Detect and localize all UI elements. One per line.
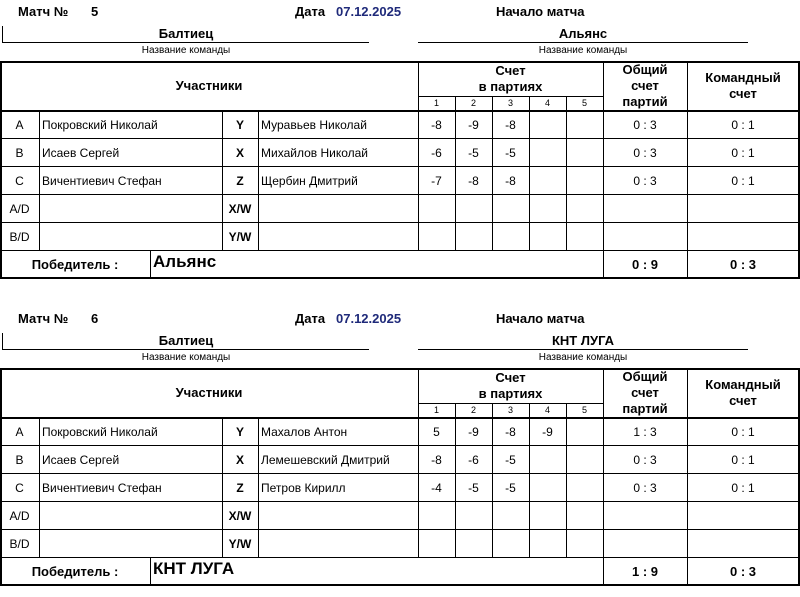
away-player-name xyxy=(258,502,418,529)
home-player-name xyxy=(39,530,222,557)
match-date: 07.12.2025 xyxy=(336,4,402,19)
total-games-score xyxy=(603,502,687,529)
away-player-letter: Y/W xyxy=(228,229,252,244)
game-score xyxy=(529,111,566,138)
game-score xyxy=(492,530,529,557)
winner-label: Победитель : xyxy=(31,256,119,272)
game-score: 5 xyxy=(433,424,440,439)
game-score xyxy=(566,195,603,222)
total-games-score: 0 : 3 xyxy=(633,173,657,188)
total-games-score: 0 : 3 xyxy=(633,452,657,467)
game-score xyxy=(492,195,529,222)
game-score: -5 xyxy=(505,145,516,160)
away-team-caption: Название команды xyxy=(538,45,628,56)
date-label: Дата xyxy=(295,311,326,326)
game-score: -8 xyxy=(431,452,442,467)
home-player-letter: B xyxy=(15,145,24,160)
game-score xyxy=(492,502,529,529)
game-number: 2 xyxy=(470,405,476,415)
game-score xyxy=(529,446,566,473)
winner-name: КНТ ЛУГА xyxy=(153,559,235,578)
home-team-underline xyxy=(3,349,369,350)
game-score xyxy=(418,502,455,529)
game-score xyxy=(566,446,603,473)
game-score xyxy=(455,195,492,222)
game-score xyxy=(455,530,492,557)
game-score xyxy=(529,530,566,557)
game-score: -8 xyxy=(505,424,516,439)
game-score xyxy=(566,474,603,501)
game-score xyxy=(566,530,603,557)
game-score: -6 xyxy=(431,145,442,160)
team-score: 0 : 1 xyxy=(731,452,755,467)
game-number: 2 xyxy=(470,98,476,108)
total-games-score xyxy=(603,223,687,250)
game-score xyxy=(455,502,492,529)
home-team-underline xyxy=(3,42,369,43)
game-score xyxy=(529,139,566,166)
away-team-name: КНТ ЛУГА xyxy=(551,333,615,348)
away-player-letter: X/W xyxy=(228,201,252,216)
total-games-score: 1 : 3 xyxy=(633,424,657,439)
home-player-letter: A/D xyxy=(9,508,30,523)
total-games-score xyxy=(603,195,687,222)
game-score: -9 xyxy=(468,117,479,132)
game-score: -5 xyxy=(505,480,516,495)
away-player-letter: X/W xyxy=(228,508,252,523)
away-team-name: Альянс xyxy=(558,26,608,41)
home-player-letter: C xyxy=(15,173,24,188)
participants-header: Участники xyxy=(175,77,243,93)
away-player-name xyxy=(258,530,418,557)
away-player-letter: Y xyxy=(235,424,244,439)
game-score xyxy=(418,195,455,222)
team-score: 0 : 1 xyxy=(731,480,755,495)
game-score xyxy=(529,502,566,529)
team-score xyxy=(687,223,799,250)
home-team-caption: Название команды xyxy=(141,45,231,56)
away-player-name: Петров Кирилл xyxy=(261,480,346,495)
game-number: 4 xyxy=(544,98,550,108)
team-score: 0 : 1 xyxy=(731,424,755,439)
team-score-result: 0 : 3 xyxy=(729,563,756,579)
home-player-name: Исаев Сергей xyxy=(42,145,120,160)
team-score xyxy=(687,530,799,557)
away-player-name: Муравьев Николай xyxy=(261,117,367,132)
game-score xyxy=(566,111,603,138)
home-player-name: Вичентиевич Стефан xyxy=(42,173,162,188)
game-score xyxy=(566,502,603,529)
team-score-result: 0 : 3 xyxy=(729,256,756,272)
match-label: Матч № xyxy=(18,4,69,19)
home-player-name xyxy=(39,223,222,250)
game-score: -9 xyxy=(542,424,553,439)
away-team-caption: Название команды xyxy=(538,352,628,363)
team-score: 0 : 1 xyxy=(731,117,755,132)
match-number: 6 xyxy=(91,311,99,326)
match-label: Матч № xyxy=(18,311,69,326)
start-label: Начало матча xyxy=(496,311,585,326)
away-team-underline xyxy=(418,42,748,43)
total-games-score: 0 : 3 xyxy=(633,145,657,160)
home-player-name: Покровский Николай xyxy=(42,424,158,439)
home-player-letter: A xyxy=(15,117,24,132)
game-number: 4 xyxy=(544,405,550,415)
total-games-score: 0 : 3 xyxy=(633,117,657,132)
game-score: -8 xyxy=(431,117,442,132)
total-games-header: Общий счет партий xyxy=(622,369,668,416)
total-games-header: Общий счет партий xyxy=(622,62,668,109)
game-score: -4 xyxy=(431,480,442,495)
home-team-caption: Название команды xyxy=(141,352,231,363)
score-in-games-header: Счет в партиях xyxy=(478,370,543,401)
away-player-name: Михайлов Николай xyxy=(261,145,369,160)
total-games-score xyxy=(603,530,687,557)
winner-name: Альянс xyxy=(153,252,217,271)
match-date: 07.12.2025 xyxy=(336,311,402,326)
home-team-name: Балтиец xyxy=(158,26,214,41)
results-table xyxy=(0,368,800,585)
game-score xyxy=(455,223,492,250)
total-games-result: 1 : 9 xyxy=(631,563,658,579)
date-label: Дата xyxy=(295,4,326,19)
home-player-letter: B xyxy=(15,452,24,467)
home-player-letter: B/D xyxy=(9,536,30,551)
match-protocol xyxy=(0,307,800,592)
team-score-header: Командный счет xyxy=(705,70,781,101)
away-player-letter: Y xyxy=(235,117,244,132)
score-in-games-header: Счет в партиях xyxy=(478,63,543,94)
game-score xyxy=(529,195,566,222)
game-score xyxy=(529,223,566,250)
match-protocol xyxy=(0,0,800,285)
game-number: 3 xyxy=(507,405,513,415)
game-score xyxy=(566,139,603,166)
game-score xyxy=(566,223,603,250)
game-score xyxy=(566,418,603,445)
game-number: 1 xyxy=(433,405,439,415)
home-player-letter: B/D xyxy=(9,229,30,244)
away-player-name: Щербин Дмитрий xyxy=(261,173,358,188)
home-player-letter: C xyxy=(15,480,24,495)
home-player-letter: A/D xyxy=(9,201,30,216)
team-score xyxy=(687,195,799,222)
home-player-name xyxy=(39,195,222,222)
game-score: -6 xyxy=(468,452,479,467)
away-player-letter: Z xyxy=(236,173,244,188)
away-team-underline xyxy=(418,349,748,350)
away-player-name: Лемешевский Дмитрий xyxy=(261,452,390,467)
game-score xyxy=(529,474,566,501)
game-score: -8 xyxy=(505,117,516,132)
home-player-name: Исаев Сергей xyxy=(42,452,120,467)
game-score: -7 xyxy=(431,173,442,188)
away-player-name: Махалов Антон xyxy=(261,424,348,439)
team-score-header: Командный счет xyxy=(705,377,781,408)
game-score xyxy=(529,167,566,194)
match-number: 5 xyxy=(91,4,99,19)
away-player-name xyxy=(258,195,418,222)
results-table xyxy=(0,61,800,278)
home-player-name: Покровский Николай xyxy=(42,117,158,132)
participants-header: Участники xyxy=(175,384,243,400)
away-player-letter: Y/W xyxy=(228,536,252,551)
home-team-name: Балтиец xyxy=(158,333,214,348)
total-games-result: 0 : 9 xyxy=(631,256,658,272)
game-number: 1 xyxy=(433,98,439,108)
game-score xyxy=(418,530,455,557)
home-player-letter: A xyxy=(15,424,24,439)
away-player-name xyxy=(258,223,418,250)
total-games-score: 0 : 3 xyxy=(633,480,657,495)
game-score: -8 xyxy=(468,173,479,188)
game-score: -5 xyxy=(468,480,479,495)
game-score xyxy=(492,223,529,250)
home-player-name xyxy=(39,502,222,529)
game-score: -8 xyxy=(505,173,516,188)
game-score xyxy=(566,167,603,194)
away-player-letter: X xyxy=(235,145,244,160)
team-score xyxy=(687,502,799,529)
start-label: Начало матча xyxy=(496,4,585,19)
game-number: 5 xyxy=(581,98,587,108)
game-score: -5 xyxy=(505,452,516,467)
team-score: 0 : 1 xyxy=(731,145,755,160)
game-score: -9 xyxy=(468,424,479,439)
away-player-letter: Z xyxy=(236,480,244,495)
game-score xyxy=(418,223,455,250)
game-number: 5 xyxy=(581,405,587,415)
team-score: 0 : 1 xyxy=(731,173,755,188)
away-player-letter: X xyxy=(235,452,244,467)
winner-label: Победитель : xyxy=(31,563,119,579)
home-player-name: Вичентиевич Стефан xyxy=(42,480,162,495)
game-score: -5 xyxy=(468,145,479,160)
game-number: 3 xyxy=(507,98,513,108)
